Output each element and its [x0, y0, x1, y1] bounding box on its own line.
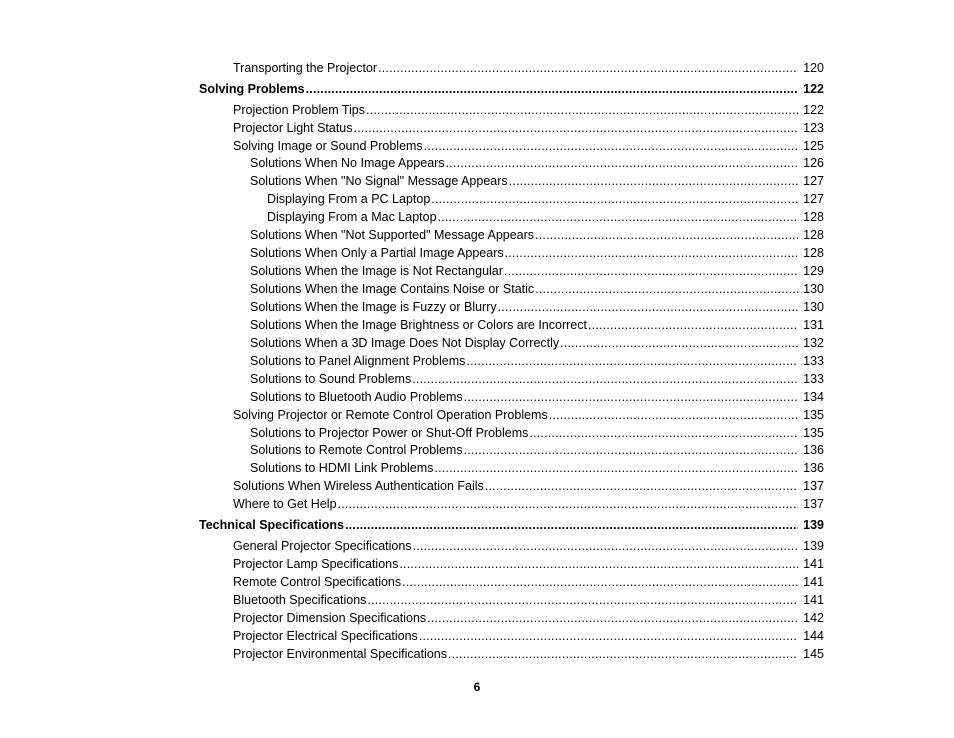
toc-entry-title[interactable]: Solutions to Panel Alignment Problems: [250, 353, 466, 368]
toc-entry-page[interactable]: 137: [803, 497, 824, 512]
toc-entry-page[interactable]: 129: [803, 264, 824, 279]
toc-entry[interactable]: [199, 173, 824, 191]
toc-entry[interactable]: [199, 610, 824, 628]
toc-entry-page[interactable]: 128: [803, 228, 824, 243]
toc-entry-title[interactable]: Projector Light Status: [233, 120, 353, 135]
toc-entry-title[interactable]: Solutions to Sound Problems: [250, 371, 412, 386]
toc-entry-page[interactable]: 132: [803, 335, 824, 350]
dot-leader: [588, 317, 798, 335]
toc-entry[interactable]: [199, 60, 824, 78]
toc-entry-title[interactable]: Projector Lamp Specifications: [233, 556, 399, 571]
toc-entry-page[interactable]: 135: [803, 425, 824, 440]
dot-leader: [505, 245, 798, 263]
toc-entry-title[interactable]: Projector Environmental Specifications: [233, 646, 447, 661]
dot-leader: [498, 299, 798, 317]
toc-entry-title[interactable]: Projector Electrical Specifications: [233, 628, 418, 643]
toc-entry[interactable]: [199, 628, 824, 646]
toc-entry[interactable]: [199, 209, 824, 227]
toc-entry-title[interactable]: Remote Control Specifications: [233, 574, 402, 589]
toc-entry[interactable]: [199, 102, 824, 120]
toc-entry[interactable]: [199, 460, 824, 478]
toc-entry-page[interactable]: 123: [803, 120, 824, 135]
dot-leader: [504, 263, 798, 281]
toc-entry[interactable]: [199, 317, 824, 335]
toc-entry-title[interactable]: Solutions When the Image Contains Noise or Static: [250, 282, 535, 297]
toc-entry-page[interactable]: 122: [803, 102, 824, 117]
toc-entry[interactable]: [199, 478, 824, 496]
dot-leader: [448, 646, 798, 664]
toc-entry[interactable]: [199, 646, 824, 664]
page-number: 6: [473, 680, 481, 694]
toc-entry[interactable]: [199, 389, 824, 407]
dot-leader: [338, 496, 798, 514]
toc-entry-page[interactable]: 125: [803, 138, 824, 153]
dot-leader: [431, 191, 798, 209]
dot-leader: [549, 407, 798, 425]
toc-entry[interactable]: [199, 335, 824, 353]
toc-entry-page[interactable]: 131: [803, 317, 824, 332]
toc-entry-page[interactable]: 127: [803, 174, 824, 189]
toc-entry-title[interactable]: Technical Specifications: [199, 518, 344, 533]
toc-entry[interactable]: [199, 496, 824, 514]
toc-entry-page[interactable]: 142: [803, 610, 824, 625]
toc-entry-title[interactable]: Solutions When Only a Partial Image Appears: [250, 246, 504, 261]
toc-entry-page[interactable]: 141: [803, 574, 824, 589]
dot-leader: [427, 610, 798, 628]
dot-leader: [412, 371, 798, 389]
dot-leader: [367, 592, 798, 610]
toc-entry-title[interactable]: Solving Problems: [199, 81, 305, 96]
toc-section-heading[interactable]: [199, 81, 824, 99]
toc-entry-title[interactable]: Solutions When "Not Supported" Message Appears: [250, 228, 535, 243]
toc-entry[interactable]: [199, 245, 824, 263]
toc-entry-page[interactable]: 145: [803, 646, 824, 661]
dot-leader: [446, 155, 798, 173]
toc-entry-title[interactable]: Solutions When Wireless Authentication Fails: [233, 479, 484, 494]
toc-entry-page[interactable]: 128: [803, 246, 824, 261]
dot-leader: [434, 460, 798, 478]
dot-leader: [509, 173, 798, 191]
dot-leader: [438, 209, 798, 227]
toc-entry-page[interactable]: 144: [803, 628, 824, 643]
dot-leader: [464, 442, 798, 460]
toc-entry-page[interactable]: 126: [803, 156, 824, 171]
toc-entry[interactable]: [199, 556, 824, 574]
toc-entry-page[interactable]: 136: [803, 461, 824, 476]
toc-entry-title[interactable]: Displaying From a PC Laptop: [267, 192, 431, 207]
toc-section-heading[interactable]: [199, 517, 824, 535]
toc-entry-title[interactable]: Transporting the Projector: [233, 61, 378, 75]
toc-entry[interactable]: [199, 263, 824, 281]
toc-entry[interactable]: [199, 281, 824, 299]
toc-entry-page[interactable]: 139: [803, 538, 824, 553]
toc-entry-page[interactable]: 133: [803, 353, 824, 368]
dot-leader: [485, 478, 798, 496]
dot-leader: [529, 425, 798, 443]
dot-leader: [419, 628, 798, 646]
toc-entry-page[interactable]: 136: [803, 443, 824, 458]
toc-entry[interactable]: [199, 191, 824, 209]
dot-leader: [466, 353, 798, 371]
toc-entry-title[interactable]: Solutions When the Image is Fuzzy or Blurry: [250, 299, 497, 314]
toc-entry-page[interactable]: 134: [803, 389, 824, 404]
toc-entry-title[interactable]: Solutions to HDMI Link Problems: [250, 461, 434, 476]
toc-entry-page[interactable]: 130: [803, 282, 824, 297]
toc-entry-page[interactable]: 141: [803, 592, 824, 607]
dot-leader: [413, 538, 798, 556]
toc-entry-page[interactable]: 137: [803, 479, 824, 494]
toc-entry[interactable]: [199, 425, 824, 443]
toc-entry[interactable]: [199, 592, 824, 610]
table-of-contents: [199, 60, 824, 664]
dot-leader: [402, 574, 798, 592]
toc-entry-page[interactable]: 130: [803, 299, 824, 314]
toc-entry[interactable]: [199, 227, 824, 245]
dot-leader: [560, 335, 798, 353]
dot-leader: [354, 120, 798, 138]
toc-entry-title[interactable]: General Projector Specifications: [233, 538, 412, 553]
dot-leader: [464, 389, 798, 407]
dot-leader: [306, 81, 798, 99]
toc-entry-title[interactable]: Solving Projector or Remote Control Operation Problems: [233, 407, 548, 422]
toc-entry-page[interactable]: 127: [803, 192, 824, 207]
toc-entry[interactable]: [199, 138, 824, 156]
toc-entry-page[interactable]: 122: [803, 81, 824, 96]
toc-entry-page[interactable]: 120: [803, 61, 824, 75]
toc-entry[interactable]: [199, 120, 824, 138]
toc-entry[interactable]: [199, 299, 824, 317]
toc-entry-page[interactable]: 128: [803, 210, 824, 225]
toc-entry-title[interactable]: Solving Image or Sound Problems: [233, 138, 423, 153]
dot-leader: [424, 138, 798, 156]
dot-leader: [366, 102, 798, 120]
toc-entry[interactable]: [199, 574, 824, 592]
toc-entry[interactable]: [199, 371, 824, 389]
toc-entry-title[interactable]: Solutions When the Image is Not Rectangular: [250, 264, 503, 279]
toc-entry-title[interactable]: Projection Problem Tips: [233, 102, 366, 117]
toc-entry-title[interactable]: Solutions to Bluetooth Audio Problems: [250, 389, 463, 404]
toc-entry-title[interactable]: Solutions When "No Signal" Message Appears: [250, 174, 508, 189]
dot-leader: [535, 281, 798, 299]
toc-entry-title[interactable]: Bluetooth Specifications: [233, 592, 367, 607]
toc-entry[interactable]: [199, 538, 824, 556]
toc-entry-page[interactable]: 141: [803, 556, 824, 571]
toc-entry-title[interactable]: Where to Get Help: [233, 497, 337, 512]
dot-leader: [399, 556, 798, 574]
toc-entry-title[interactable]: Solutions to Remote Control Problems: [250, 443, 463, 458]
toc-entry-title[interactable]: Displaying From a Mac Laptop: [267, 210, 437, 225]
toc-entry-title[interactable]: Projector Dimension Specifications: [233, 610, 427, 625]
toc-entry[interactable]: [199, 155, 824, 173]
dot-leader: [378, 60, 798, 78]
dot-leader: [345, 517, 798, 535]
toc-entry-page[interactable]: 135: [803, 407, 824, 422]
toc-entry[interactable]: [199, 442, 824, 460]
toc-entry-title[interactable]: Solutions to Projector Power or Shut-Off Problems: [250, 425, 529, 440]
toc-entry-title[interactable]: Solutions When a 3D Image Does Not Display Correctly: [250, 335, 560, 350]
toc-entry-title[interactable]: Solutions When the Image Brightness or Colors are Incorrect: [250, 317, 587, 332]
toc-entry-title[interactable]: Solutions When No Image Appears: [250, 156, 445, 171]
toc-entry-page[interactable]: 139: [803, 518, 824, 533]
toc-entry[interactable]: [199, 407, 824, 425]
toc-entry-page[interactable]: 133: [803, 371, 824, 386]
toc-entry[interactable]: [199, 353, 824, 371]
dot-leader: [535, 227, 798, 245]
